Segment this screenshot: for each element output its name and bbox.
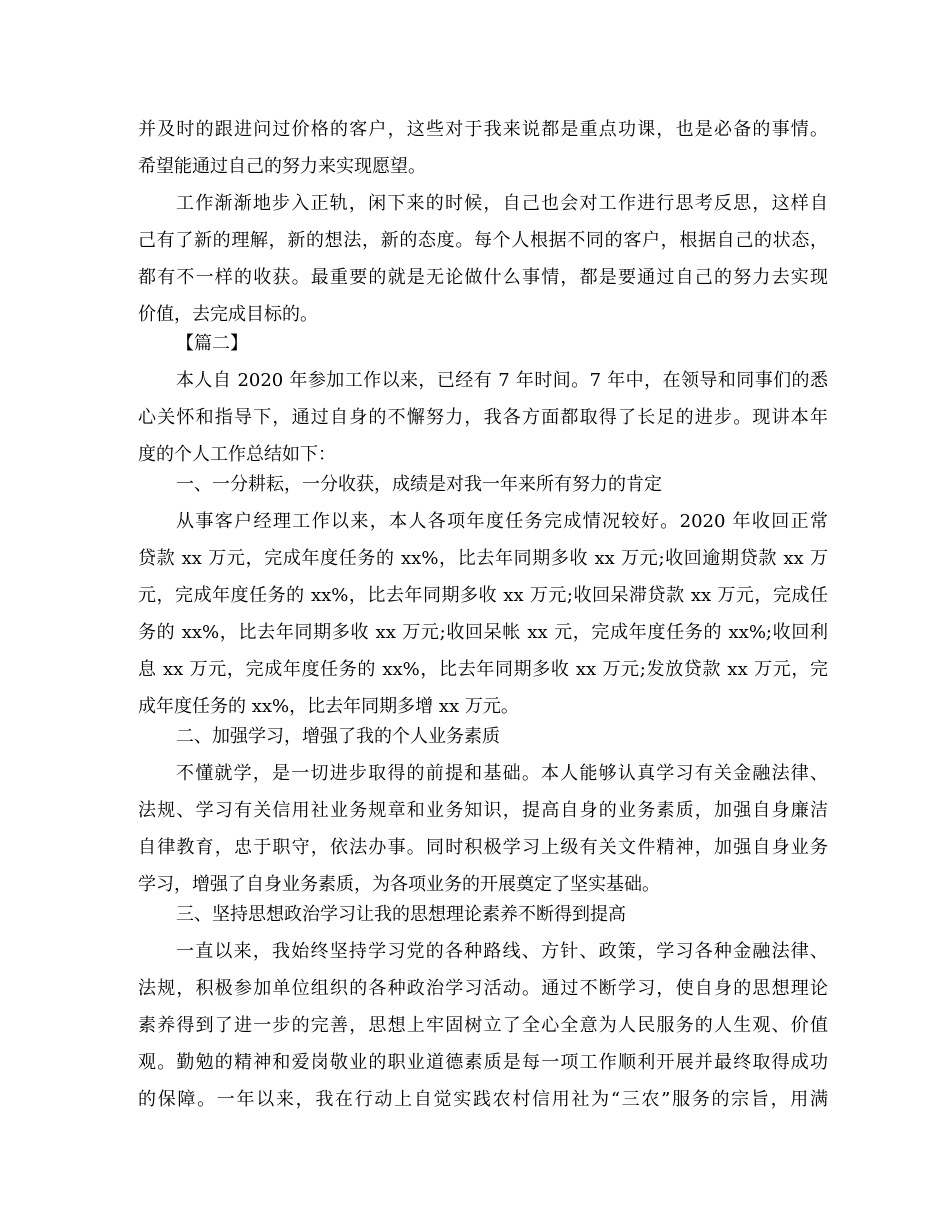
text-line: 素养得到了进一步的完善，思想上牢固树立了全心全意为人民服务的人生观、价值: [138, 1015, 828, 1036]
text-line: 息 xx 万元，完成年度任务的 xx%，比去年同期多收 xx 万元;发放贷款 xx 万元，完: [138, 659, 828, 680]
text-line: 心关怀和指导下，通过自身的不懈努力，我各方面都取得了长足的进步。现讲本年: [138, 407, 828, 428]
text-line: 己有了新的理解，新的想法，新的态度。每个人根据不同的客户，根据自己的状态，: [138, 230, 828, 251]
text-line: 法规、学习有关信用社业务规章和业务知识，提高自身的业务素质，加强自身廉洁: [138, 800, 828, 821]
text-line: 都有不一样的收获。最重要的就是无论做什么事情，都是要通过自己的努力去实现: [138, 267, 828, 288]
text-line: 不懂就学，是一切进步取得的前提和基础。本人能够认真学习有关金融法律、: [176, 763, 828, 784]
text-line: 元，完成年度任务的 xx%，比去年同期多收 xx 万元;收回呆滞贷款 xx 万元，完成任: [138, 585, 828, 606]
text-line: 度的个人工作总结如下：: [138, 444, 336, 465]
text-line: 价值，去完成目标的。: [138, 304, 318, 325]
subheading: 一、一分耕耘，一分收获，成绩是对我一年来所有努力的肯定: [176, 474, 662, 495]
text-line: 自律教育，忠于职守，依法办事。同时积极学习上级有关文件精神，加强自身业务: [138, 837, 828, 858]
text-line: 工作渐渐地步入正轨，闲下来的时候，自己也会对工作进行思考反思，这样自: [176, 193, 828, 214]
section-heading: 【篇二】: [176, 333, 248, 354]
text-line: 本人自 2020 年参加工作以来，已经有 7 年时间。7 年中，在领导和同事们的悉: [176, 370, 828, 391]
text-line: 法规，积极参加单位组织的各种政治学习活动。通过不断学习，使自身的思想理论: [138, 978, 828, 999]
text-line: 成年度任务的 xx%，比去年同期多增 xx 万元。: [138, 696, 519, 717]
text-line: 的保障。一年以来，我在行动上自觉实践农村信用社为“三农”服务的宗旨，用满: [138, 1089, 828, 1110]
subheading: 二、加强学习，增强了我的个人业务素质: [176, 726, 500, 747]
subheading: 三、坚持思想政治学习让我的思想理论素养不断得到提高: [176, 904, 626, 925]
text-line: 观。勤勉的精神和爱岗敬业的职业道德素质是每一项工作顺利开展并最终取得成功: [138, 1052, 828, 1073]
text-line: 一直以来，我始终坚持学习党的各种路线、方针、政策，学习各种金融法律、: [176, 941, 828, 962]
text-line: 学习，增强了自身业务素质，为各项业务的开展奠定了坚实基础。: [138, 874, 660, 895]
text-line: 贷款 xx 万元，完成年度任务的 xx%，比去年同期多收 xx 万元;收回逾期贷款 xx 万: [138, 548, 828, 569]
text-line: 务的 xx%，比去年同期多收 xx 万元;收回呆帐 xx 元，完成年度任务的 xx%;收回利: [138, 622, 828, 643]
text-line: 从事客户经理工作以来，本人各项年度任务完成情况较好。2020 年收回正常: [176, 511, 828, 532]
text-line: 并及时的跟进问过价格的客户，这些对于我来说都是重点功课，也是必备的事情。: [138, 119, 828, 140]
text-line: 希望能通过自己的努力来实现愿望。: [138, 156, 426, 177]
